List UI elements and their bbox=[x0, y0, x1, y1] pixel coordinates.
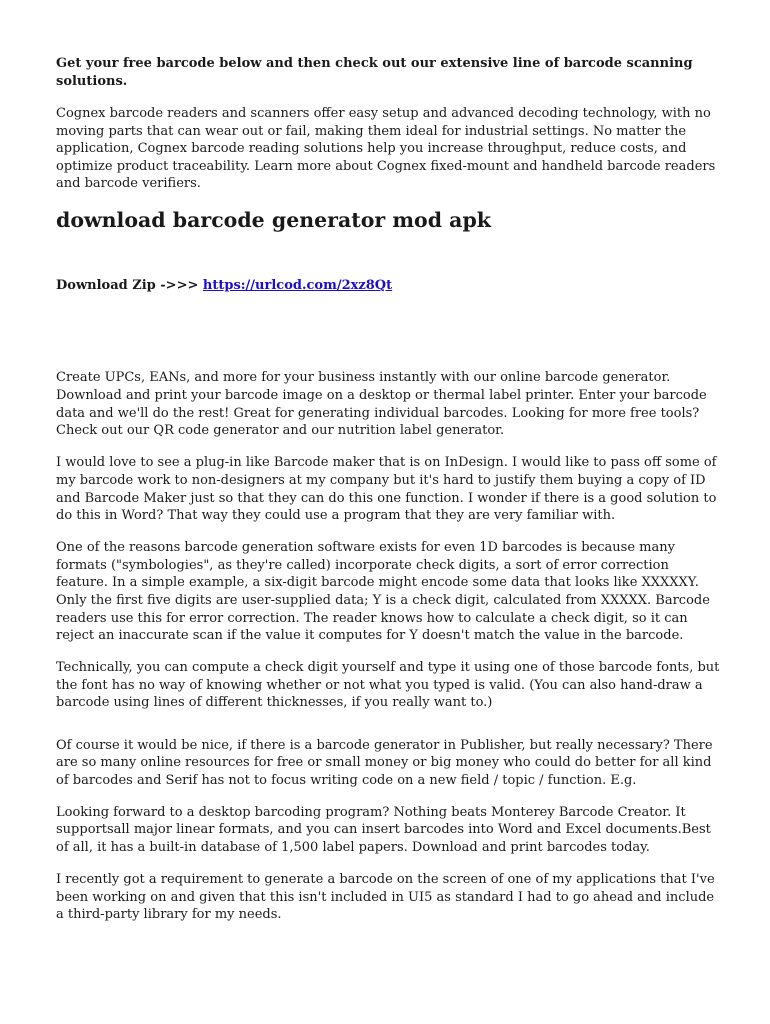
intro-bold-text: Get your free barcode below and then check out our extensive line of barcode scanning solutions. bbox=[56, 56, 693, 89]
spacer bbox=[56, 295, 720, 369]
page-heading: download barcode generator mod apk bbox=[56, 208, 492, 233]
download-label: Download Zip ->>> bbox=[56, 278, 203, 294]
paragraph-ui5: I recently got a requirement to generate a barcode on the screen of one of my applications that I've been working on and given that this isn't included in UI5 as standard I had to go ahead and include a third-party library for my needs. bbox=[56, 872, 715, 923]
paragraph-publisher: Of course it would be nice, if there is a barcode generator in Publisher, but really necessary? There are so many online resources for free or small money or big money who could do better for all kind of barcodes and Serif has not to focus writing code on a new field / topic / function. E.g. bbox=[56, 737, 713, 788]
download-link[interactable]: https://urlcod.com/2xz8Qt bbox=[202, 278, 393, 294]
spacer bbox=[56, 727, 720, 737]
paragraph-check-digits: One of the reasons barcode generation software exists for even 1D barcodes is because many formats ("symbologies", as they're called) incorporate check digits, a sort of error correction feature. In a simple example, a six-digit barcode might encode some data that looks like XXXXXY. Only the first five digits are user-supplied data; Y is a check digit, calculated from XXXXX. Barcode readers use this for error correction. The reader knows how to calculate a check digit, so it can reject an inaccurate scan if the value it computes for Y doesn't match the value in the barcode. bbox=[56, 540, 710, 644]
intro-paragraph: Cognex barcode readers and scanners offer easy setup and advanced decoding technology, with no moving parts that can wear out or fail, making them ideal for industrial settings. No matter the application, Cognex barcode reading solutions help you increase throughput, reduce costs, and optimize product traceability. Learn more about Cognex fixed-mount and handheld barcode readers and barcode verifiers. bbox=[56, 106, 716, 192]
download-line bbox=[56, 277, 720, 295]
document-page bbox=[56, 55, 720, 938]
paragraph-create-upcs: Create UPCs, EANs, and more for your business instantly with our online barcode generator. Download and print your barcode image on a desktop or thermal label printer. Enter your barcode data and we'll do the rest! Great for generating individual barcodes. Looking for more free tools? Check out our QR code generator and our nutrition label generator. bbox=[56, 370, 707, 439]
paragraph-indesign-plugin: I would love to see a plug-in like Barcode maker that is on InDesign. I would like to pass off some of my barcode work to non-designers at my company but it's hard to justify them buying a copy of ID and Barcode Maker just so that they can do this one function. I wonder if there is a good solution to do this in Word? That way they could use a program that they are very familiar with. bbox=[56, 455, 717, 524]
paragraph-compute-check-digit: Technically, you can compute a check digit yourself and type it using one of those barcode fonts, but the font has no way of knowing whether or not what you typed is valid. (You can also hand-draw a barcode using lines of different thicknesses, if you really want to.) bbox=[56, 660, 720, 711]
paragraph-monterey: Looking forward to a desktop barcoding program? Nothing beats Monterey Barcode Creator. It supportsall major linear formats, and you can insert barcodes into Word and Excel documents.Best of all, it has a built-in database of 1,500 label papers. Download and print barcodes today. bbox=[56, 804, 711, 856]
